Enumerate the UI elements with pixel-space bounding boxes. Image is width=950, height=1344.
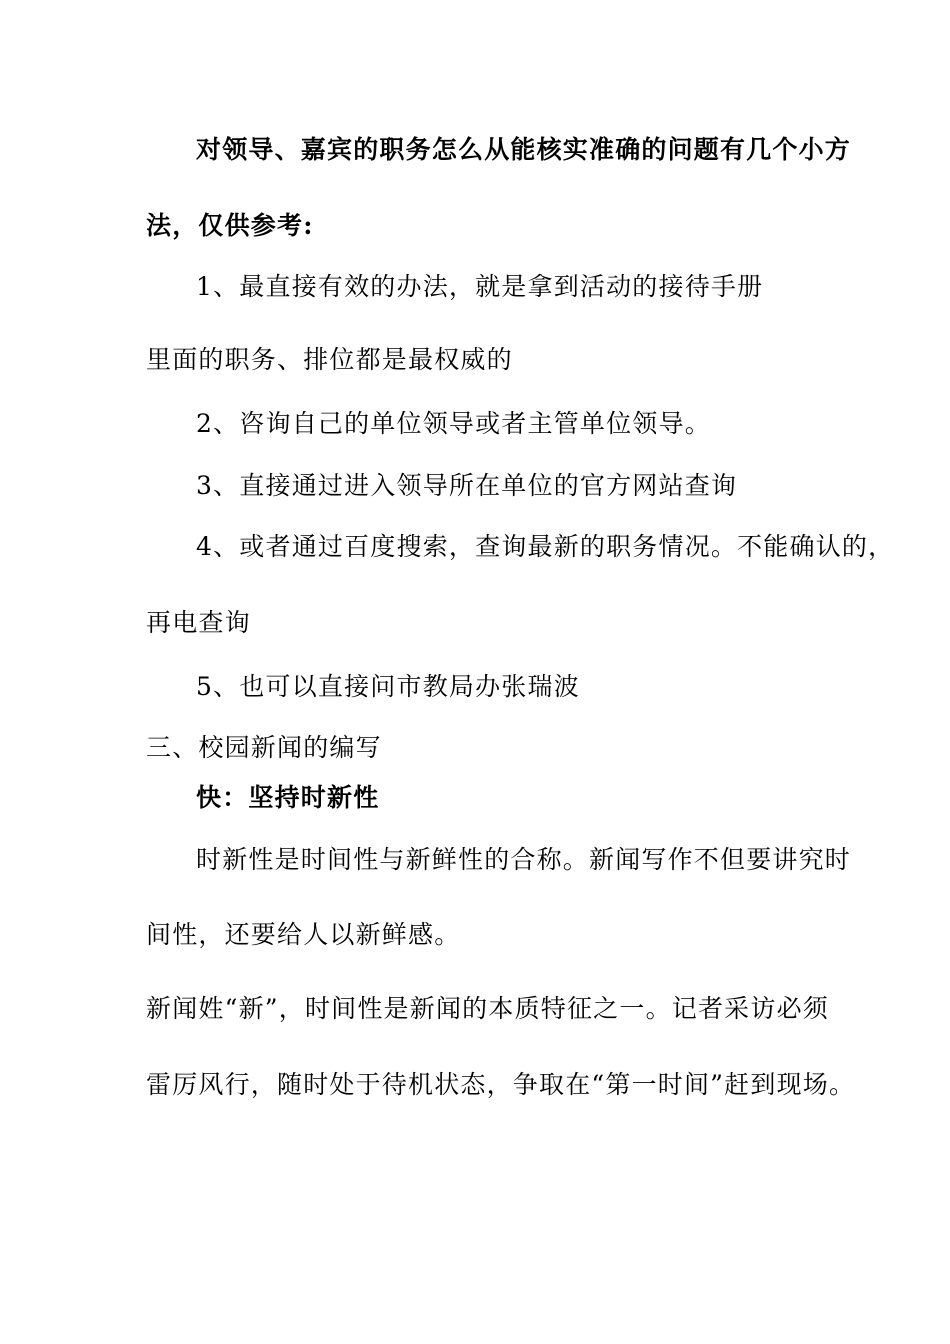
paragraph-2-line-1: 新闻姓“新”，时间性是新闻的本质特征之一。记者采访必须 [146, 994, 829, 1023]
paragraph-2-line-2: 雷厉风行，随时处于待机状态，争取在“第一时间”赶到现场。 [146, 1070, 856, 1099]
list-item-4-line-2: 再电查询 [146, 608, 251, 637]
list-item-1-line-1: 1、最直接有效的办法，就是拿到活动的接待手册 [196, 272, 764, 301]
intro-text-line-1: 对领导、嘉宾的职务怎么从能核实准确的问题有几个小方 [196, 135, 852, 164]
list-item-4-line-1: 4、或者通过百度搜索，查询最新的职务情况。不能确认的， [196, 532, 895, 561]
list-item-1-line-2: 里面的职务、排位都是最权威的 [146, 345, 513, 374]
subheading: 快：坚持时新性 [196, 783, 380, 812]
paragraph-1-line-1: 时新性是时间性与新鲜性的合称。新闻写作不但要讲究时 [196, 845, 852, 874]
intro-text-line-2: 法，仅供参考: [146, 211, 314, 240]
list-item-5: 5、也可以直接问市教局办张瑞波 [196, 672, 580, 701]
section-heading: 三、校园新闻的编写 [146, 733, 382, 762]
list-item-3: 3、直接通过进入领导所在单位的官方网站查询 [196, 471, 738, 500]
list-item-2: 2、咨询自己的单位领导或者主管单位领导。 [196, 409, 711, 438]
paragraph-1-line-2: 间性，还要给人以新鲜感。 [146, 920, 461, 949]
